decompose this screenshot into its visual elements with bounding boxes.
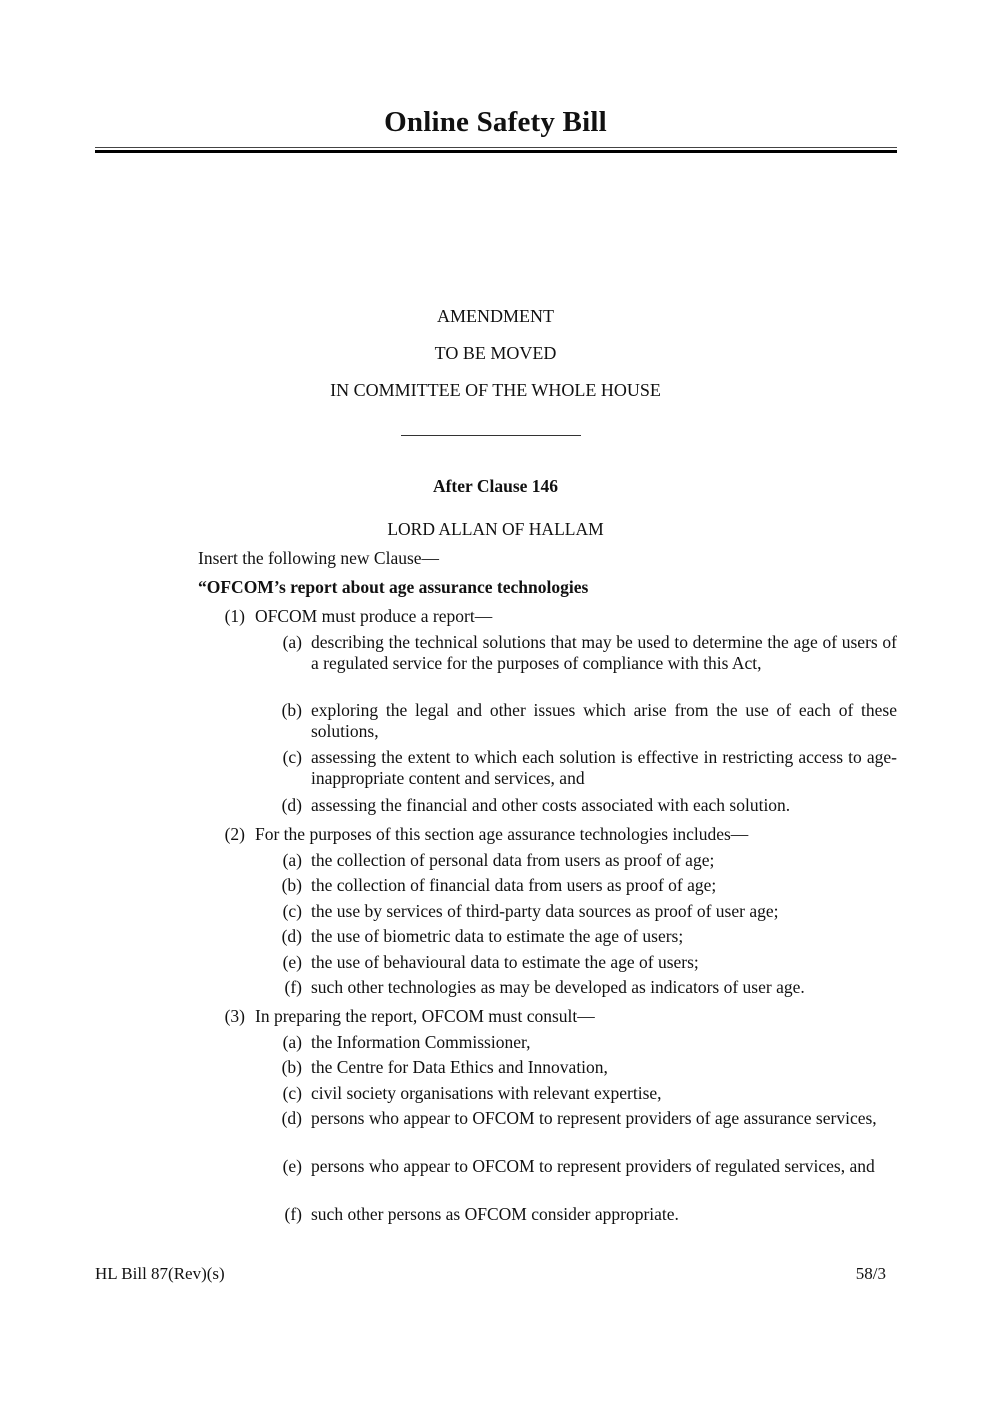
paragraph-text: civil society organisations with relevant expertise, bbox=[311, 1083, 662, 1103]
document-title: Online Safety Bill bbox=[384, 106, 607, 138]
subsection-label: (2) bbox=[224, 824, 245, 844]
subsection-label: (1) bbox=[224, 606, 245, 626]
heading-amendment: AMENDMENT bbox=[437, 306, 554, 326]
paragraph-label: (c) bbox=[282, 747, 302, 767]
paragraph-text: the use of biometric data to estimate the age of users; bbox=[311, 926, 684, 946]
paragraph-label: (e) bbox=[282, 1156, 302, 1176]
paragraph-text: such other persons as OFCOM consider appropriate. bbox=[311, 1204, 679, 1224]
subsection-label: (3) bbox=[224, 1006, 245, 1026]
section-divider bbox=[401, 435, 581, 436]
paragraph-label: (b) bbox=[281, 1057, 302, 1077]
paragraph-label: (f) bbox=[284, 1204, 302, 1224]
paragraph-text: the collection of personal data from users as proof of age; bbox=[311, 850, 715, 870]
paragraph-label: (e) bbox=[282, 952, 302, 972]
paragraph-label: (a) bbox=[282, 1032, 302, 1052]
subsection-text: For the purposes of this section age assurance technologies includes— bbox=[255, 824, 749, 844]
paragraph-text: describing the technical solutions that may be used to determine the age of users of a regulated service for the purposes of compliance with this Act, bbox=[311, 632, 897, 673]
subsection-text: OFCOM must produce a report— bbox=[255, 606, 493, 626]
paragraph-text: assessing the extent to which each solution is effective in restricting access to age-inappropriate content and services, and bbox=[311, 747, 897, 788]
paragraph-label: (b) bbox=[281, 700, 302, 720]
paragraph-label: (b) bbox=[281, 875, 302, 895]
paragraph-text: assessing the financial and other costs associated with each solution. bbox=[311, 795, 791, 815]
paragraph-label: (a) bbox=[282, 850, 302, 870]
clause-title: “OFCOM’s report about age assurance technologies bbox=[198, 577, 589, 597]
heading-to-be-moved: TO BE MOVED bbox=[434, 343, 557, 363]
paragraph-text: persons who appear to OFCOM to represent providers of regulated services, and bbox=[311, 1156, 875, 1176]
mover-name: LORD ALLAN OF HALLAM bbox=[387, 519, 604, 539]
paragraph-label: (a) bbox=[282, 632, 302, 652]
heading-committee: IN COMMITTEE OF THE WHOLE HOUSE bbox=[330, 380, 661, 400]
paragraph-text: such other technologies as may be developed as indicators of user age. bbox=[311, 977, 805, 997]
paragraph-text: exploring the legal and other issues which arise from the use of each of these solutions, bbox=[311, 700, 897, 741]
paragraph-text: the use by services of third-party data sources as proof of user age; bbox=[311, 901, 779, 921]
instruction-text: Insert the following new Clause— bbox=[198, 548, 440, 568]
paragraph-text: the use of behavioural data to estimate the age of users; bbox=[311, 952, 699, 972]
paragraph-label: (f) bbox=[284, 977, 302, 997]
paragraph-label: (c) bbox=[282, 1083, 302, 1103]
subsection-text: In preparing the report, OFCOM must consult— bbox=[255, 1006, 595, 1026]
bill-reference: HL Bill 87(Rev)(s) bbox=[95, 1264, 225, 1283]
title-rule-thick bbox=[95, 150, 897, 153]
paragraph-text: the collection of financial data from users as proof of age; bbox=[311, 875, 717, 895]
clause-position: After Clause 146 bbox=[432, 476, 559, 496]
paragraph-label: (c) bbox=[282, 901, 302, 921]
paragraph-text: the Information Commissioner, bbox=[311, 1032, 531, 1052]
paragraph-label: (d) bbox=[281, 795, 302, 815]
title-rule-thin bbox=[95, 147, 897, 148]
paragraph-label: (d) bbox=[281, 1108, 302, 1128]
paragraph-label: (d) bbox=[281, 926, 302, 946]
amendment-number: 58/3 bbox=[855, 1264, 886, 1283]
paragraph-text: the Centre for Data Ethics and Innovation, bbox=[311, 1057, 608, 1077]
paragraph-text: persons who appear to OFCOM to represent providers of age assurance services, bbox=[311, 1108, 877, 1128]
